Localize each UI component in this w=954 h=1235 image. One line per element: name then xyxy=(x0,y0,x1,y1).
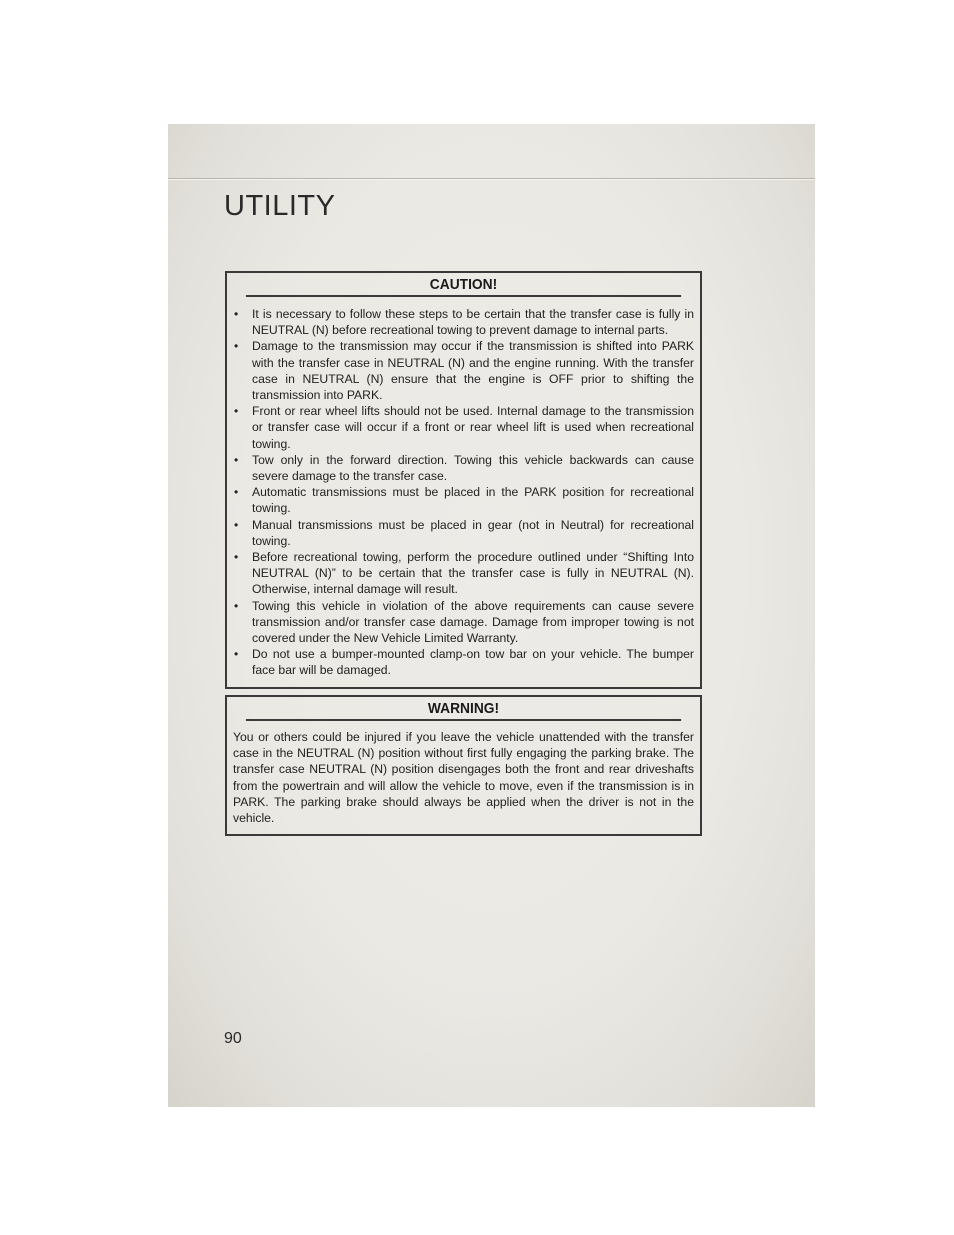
manual-page xyxy=(168,124,815,1107)
caution-list xyxy=(233,306,694,679)
caution-box xyxy=(225,271,702,689)
caution-item: • Before recreational towing, perform the procedure outlined under “Shifting Into NEUTRAL (N)” to be certain that the transfer case is fully in NEUTRAL (N). Otherwise, internal damage will result. xyxy=(233,549,694,598)
page-number: 90 xyxy=(224,1030,242,1047)
caution-item: • Tow only in the forward direction. Towing this vehicle backwards can cause severe damage to the transfer case. xyxy=(233,452,694,484)
warning-box xyxy=(225,695,702,836)
caution-body xyxy=(227,297,700,687)
caution-item: • Towing this vehicle in violation of the above requirements can cause severe transmission and/or transfer case damage. Damage from improper towing is not covered under the New Vehicle Limited Warranty. xyxy=(233,598,694,647)
caution-item: • Front or rear wheel lifts should not be used. Internal damage to the transmission or transfer case will occur if a front or rear wheel lift is used when recreational towing. xyxy=(233,403,694,452)
caution-item: • Manual transmissions must be placed in gear (not in Neutral) for recreational towing. xyxy=(233,517,694,549)
warning-body: You or others could be injured if you leave the vehicle unattended with the transfer case in the NEUTRAL (N) position without first fully engaging the parking brake. The transfer case NEUTRAL (N) position disengages both the front and rear driveshafts from the powertrain and will allow the vehicle to move, even if the transmission is in PARK. The parking brake should always be applied when the driver is not in the vehicle. xyxy=(233,730,694,826)
header-rule xyxy=(168,178,815,180)
caution-heading: CAUTION! xyxy=(246,273,681,297)
caution-item: • Do not use a bumper-mounted clamp-on tow bar on your vehicle. The bumper face bar will be damaged. xyxy=(233,646,694,678)
section-title: UTILITY xyxy=(224,190,336,222)
caution-item: • Damage to the transmission may occur if the transmission is shifted into PARK with the transfer case in NEUTRAL (N) and the engine running. With the transfer case in NEUTRAL (N) ensure that the engine is OFF prior to shifting the transmission into PARK. xyxy=(233,338,694,403)
warning-heading: WARNING! xyxy=(246,697,681,721)
caution-item: • Automatic transmissions must be placed in the PARK position for recreational towing. xyxy=(233,484,694,516)
caution-item: • It is necessary to follow these steps to be certain that the transfer case is fully in NEUTRAL (N) before recreational towing to prevent damage to internal parts. xyxy=(233,306,694,338)
